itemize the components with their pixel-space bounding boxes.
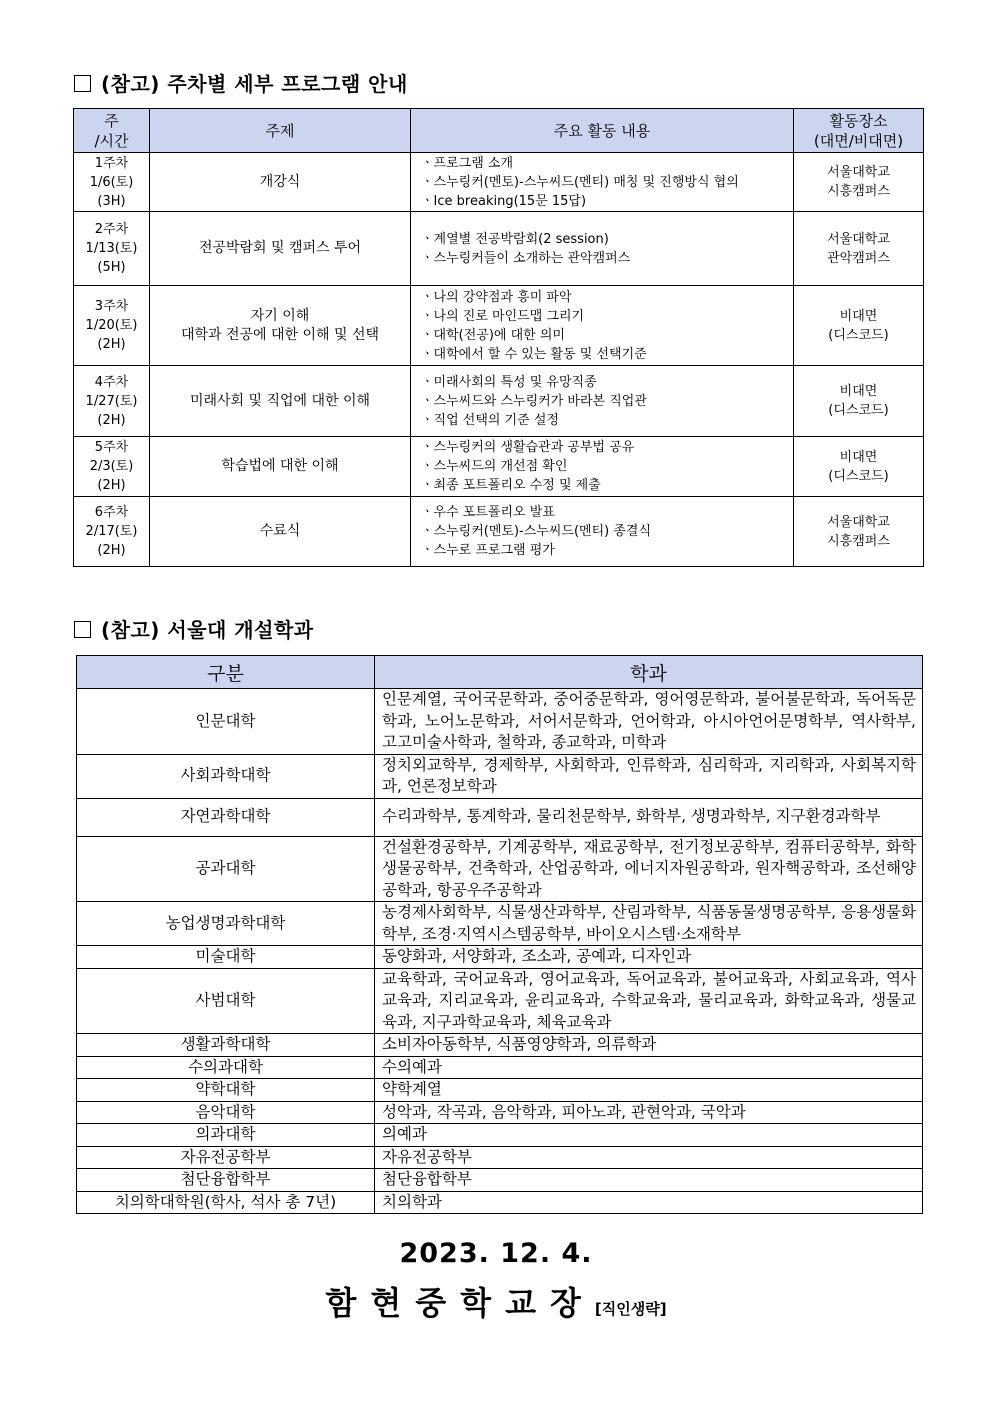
week-hours: (5H) [97, 260, 126, 275]
place-line: 비대면 [839, 308, 878, 324]
department-list-cell: 정치외교학부, 경제학부, 사회학과, 인류학과, 심리학과, 지리학과, 사회복지학과, 언론정보학과 [375, 754, 923, 798]
place-cell [794, 437, 924, 497]
department-list-cell: 동양화과, 서양화과, 조소과, 공예과, 디자인과 [375, 946, 923, 969]
activity-item: ㆍIce breaking(15문 15답) [421, 193, 587, 209]
department-list-cell: 소비자아동학부, 식품영양학과, 의류학과 [375, 1034, 923, 1057]
topic-cell [150, 153, 411, 212]
checkbox-square-icon [74, 621, 91, 638]
activity-item: ㆍ미래사회의 특성 및 유망직종 [421, 374, 597, 390]
place-line: (디스코드) [828, 403, 889, 418]
department-list-cell: 농경제사회학부, 식물생산과학부, 산림과학부, 식품동물생명공학부, 응용생물화학부, 조경·지역시스템공학부, 바이오시스템·소재학부 [375, 902, 923, 946]
week-date: 2/17(토) [85, 524, 138, 539]
activity-item: ㆍ스누링커(멘토)-스누씨드(멘티) 매칭 및 진행방식 협의 [421, 174, 739, 190]
department-list-cell: 약학계열 [375, 1079, 923, 1102]
table-row [74, 497, 924, 567]
place-cell [794, 497, 924, 567]
table-row [77, 1101, 923, 1124]
table-row [77, 798, 923, 836]
college-cell: 자연과학대학 [77, 798, 375, 836]
week-cell [74, 153, 150, 212]
signer-block [0, 1278, 992, 1324]
department-list-cell: 건설환경공학부, 기계공학부, 재료공학부, 전기정보공학부, 컴퓨터공학부, 화학생물공학부, 건축학과, 산업공학과, 에너지자원공학과, 원자핵공학과, 조선해양공학과, 항공우주공학과 [375, 836, 923, 902]
signer-name: 함현중학교장 [325, 1284, 595, 1322]
week-cell [74, 366, 150, 437]
table-row [77, 1191, 923, 1214]
table-row [77, 1034, 923, 1057]
week-label: 1주차 [94, 155, 129, 171]
table-header-row [74, 109, 924, 153]
table-row [77, 754, 923, 798]
document-date: 2023. 12. 4. [399, 1238, 593, 1269]
activity-cell [411, 437, 794, 497]
topic-line: 전공박람회 및 캠퍼스 투어 [198, 240, 362, 256]
checkbox-square-icon [74, 75, 91, 92]
activity-item: ㆍ계열별 전공박람회(2 session) [421, 231, 609, 247]
table-row [77, 968, 923, 1034]
activity-item: ㆍ스누로 프로그램 평가 [421, 543, 555, 558]
department-list-cell: 자유전공학부 [375, 1146, 923, 1169]
departments-table [76, 655, 923, 1214]
place-line: 관악캠퍼스 [827, 250, 890, 266]
topic-cell [150, 497, 411, 567]
table-row [77, 836, 923, 902]
activity-item: ㆍ직업 선택의 기준 설정 [421, 412, 559, 428]
place-line: 서울대학교 [827, 514, 890, 530]
activity-cell [411, 212, 794, 286]
week-hours: (2H) [97, 412, 126, 428]
college-cell: 의과대학 [77, 1124, 375, 1147]
activity-item: ㆍ스누링커(멘토)-스누씨드(멘티) 종결식 [421, 524, 652, 539]
week-date: 1/20(토) [85, 318, 138, 333]
college-cell: 약학대학 [77, 1079, 375, 1102]
table-row [77, 902, 923, 946]
table-header-row [77, 656, 923, 689]
activity-item: ㆍ스누씨드의 개선점 확인 [421, 459, 568, 474]
department-list-cell: 성악과, 작곡과, 음악학과, 피아노과, 관현악과, 국악과 [375, 1101, 923, 1124]
department-list-cell: 의예과 [375, 1124, 923, 1147]
week-date: 1/27(토) [85, 393, 138, 409]
activity-cell [411, 366, 794, 437]
college-cell: 사범대학 [77, 968, 375, 1034]
activity-cell [411, 497, 794, 567]
place-line: (디스코드) [828, 468, 889, 484]
place-line: 시흥캠퍼스 [827, 533, 890, 549]
topic-cell [150, 366, 411, 437]
department-list-cell: 첨단융합학부 [375, 1169, 923, 1192]
activity-cell [411, 153, 794, 212]
college-cell: 첨단융합학부 [77, 1169, 375, 1192]
table-row [77, 1056, 923, 1079]
activity-item: ㆍ나의 강약점과 흥미 파악 [421, 289, 572, 305]
week-cell [74, 286, 150, 366]
seal-note: [직인생략] [594, 1300, 667, 1318]
college-cell: 수의과대학 [77, 1056, 375, 1079]
section-title-weekly-program [74, 68, 408, 97]
week-cell [74, 212, 150, 286]
topic-line: 수료식 [259, 523, 301, 539]
section-title-text: (참고) 서울대 개설학과 [101, 618, 314, 642]
department-list-cell: 교육학과, 국어교육과, 영어교육과, 독어교육과, 불어교육과, 사회교육과, 역사교육과, 지리교육과, 윤리교육과, 수학교육과, 물리교육과, 화학교육과, 생물교육과, 지구과학교육과, 체육교육과 [375, 968, 923, 1034]
topic-cell [150, 212, 411, 286]
table-row [74, 212, 924, 286]
table-row [77, 1169, 923, 1192]
table-row [74, 153, 924, 212]
place-line: 서울대학교 [827, 231, 890, 247]
college-cell: 자유전공학부 [77, 1146, 375, 1169]
department-list-cell: 수리과학부, 통계학과, 물리천문학부, 화학부, 생명과학부, 지구환경과학부 [375, 798, 923, 836]
week-hours: (3H) [97, 193, 126, 209]
place-cell [794, 212, 924, 286]
place-line: 비대면 [839, 449, 878, 465]
table-row [74, 366, 924, 437]
table-row [77, 946, 923, 969]
weekly-program-table [73, 108, 924, 567]
week-hours: (2H) [97, 478, 126, 493]
header-activity: 주요 활동 내용 [411, 109, 794, 153]
activity-item: ㆍ스누링커들이 소개하는 관악캠퍼스 [421, 250, 631, 266]
college-cell: 음악대학 [77, 1101, 375, 1124]
college-cell: 생활과학대학 [77, 1034, 375, 1057]
college-cell: 미술대학 [77, 946, 375, 969]
section-title-text: (참고) 주차별 세부 프로그램 안내 [101, 72, 408, 96]
place-cell [794, 286, 924, 366]
week-date: 2/3(토) [89, 459, 134, 474]
table-row [77, 1146, 923, 1169]
table-row [74, 437, 924, 497]
activity-item: ㆍ스누씨드와 스누링커가 바라본 직업관 [421, 393, 647, 409]
week-date: 1/13(토) [85, 241, 138, 256]
week-cell [74, 437, 150, 497]
topic-line: 자기 이해 [250, 307, 310, 324]
section-title-snu-departments [74, 614, 314, 643]
college-cell: 사회과학대학 [77, 754, 375, 798]
week-label: 3주차 [94, 299, 129, 314]
place-cell [794, 153, 924, 212]
college-cell: 농업생명과학대학 [77, 902, 375, 946]
week-hours: (2H) [97, 543, 126, 558]
week-label: 4주차 [94, 374, 129, 390]
college-cell: 공과대학 [77, 836, 375, 902]
week-cell [74, 497, 150, 567]
week-hours: (2H) [97, 337, 126, 352]
topic-cell [150, 286, 411, 366]
place-line: 서울대학교 [827, 165, 890, 180]
activity-item: ㆍ최종 포트폴리오 수정 및 제출 [421, 478, 601, 493]
week-label: 2주차 [94, 222, 129, 237]
place-line: 비대면 [839, 384, 878, 399]
header-place: 활동장소 (대면/비대면) [794, 109, 924, 153]
activity-item: ㆍ나의 진로 마인드맵 그리기 [421, 308, 585, 324]
department-list-cell: 인문계열, 국어국문학과, 중어중문학과, 영어영문학과, 불어불문학과, 독어독문학과, 노어노문학과, 서어서문학과, 언어학과, 아시아언어문명학부, 역사학부, 고고미술사학과, 철학과, 종교학과, 미학과 [375, 689, 923, 755]
week-date: 1/6(토) [89, 174, 134, 190]
table-row [77, 1079, 923, 1102]
header-department: 학과 [375, 656, 923, 689]
topic-line: 개강식 [259, 173, 301, 190]
place-line: (디스코드) [828, 327, 889, 343]
header-week: 주 /시간 [74, 109, 150, 153]
place-line: 시흥캠퍼스 [827, 184, 890, 199]
topic-line: 미래사회 및 직업에 대한 이해 [189, 392, 371, 409]
table-row [77, 1124, 923, 1147]
college-cell: 치의학대학원(학사, 석사 총 7년) [77, 1191, 375, 1214]
table-row [77, 689, 923, 755]
place-cell [794, 366, 924, 437]
activity-item: ㆍ프로그램 소개 [421, 155, 514, 171]
table-row [74, 286, 924, 366]
week-label: 5주차 [94, 440, 129, 455]
header-topic: 주제 [150, 109, 411, 153]
week-label: 6주차 [94, 505, 129, 520]
activity-item: ㆍ스누링커의 생활습관과 공부법 공유 [421, 440, 635, 455]
department-list-cell: 수의예과 [375, 1056, 923, 1079]
department-list-cell: 치의학과 [375, 1191, 923, 1214]
activity-item: ㆍ대학에서 할 수 있는 활동 및 선택기준 [421, 346, 647, 362]
topic-cell [150, 437, 411, 497]
header-category: 구분 [77, 656, 375, 689]
activity-item: ㆍ우수 포트폴리오 발표 [421, 505, 555, 520]
topic-line: 대학과 전공에 대한 이해 및 선택 [180, 326, 380, 343]
college-cell: 인문대학 [77, 689, 375, 755]
topic-line: 학습법에 대한 이해 [221, 458, 339, 474]
activity-item: ㆍ대학(전공)에 대한 의미 [421, 327, 565, 343]
activity-cell [411, 286, 794, 366]
